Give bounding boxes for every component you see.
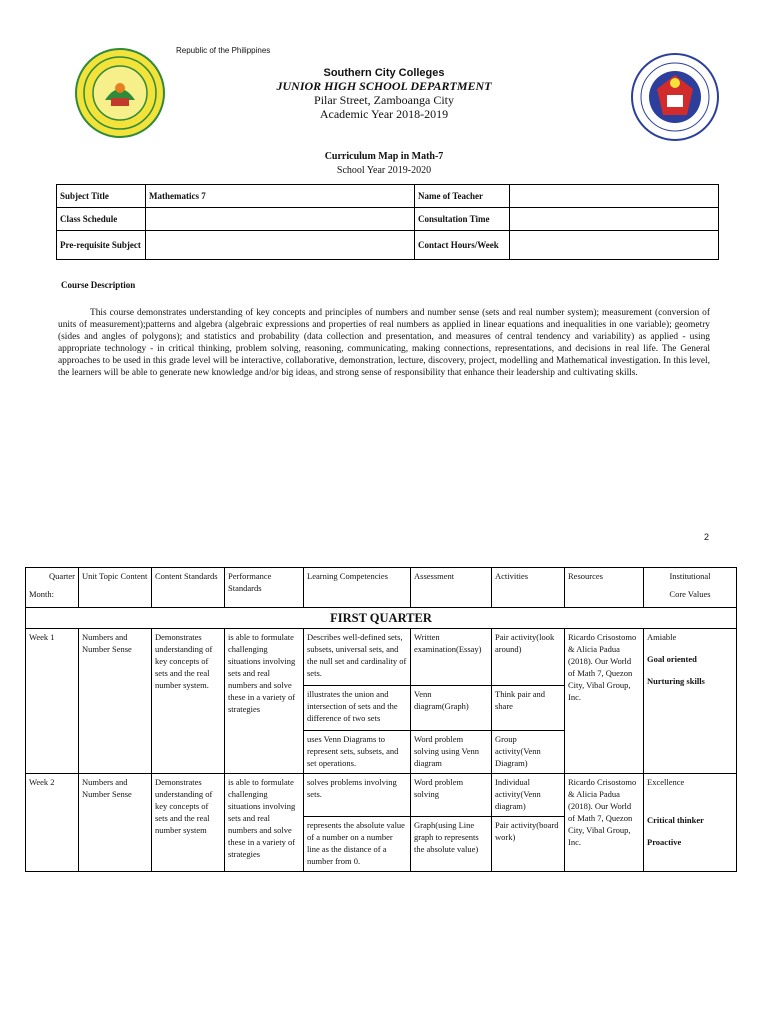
competency-cell: solves problems involving sets. xyxy=(304,774,411,817)
header-institutional-label: Institutional xyxy=(669,571,711,581)
week-cell: Week 2 xyxy=(26,774,79,872)
core-value: Proactive xyxy=(647,837,682,847)
consultation-value xyxy=(510,208,719,231)
assessment-cell: Graph(using Line graph to represents the absolute value) xyxy=(411,817,492,872)
header-core-values: Core Values xyxy=(669,589,711,599)
competency-cell: illustrates the union and intersection of sets and the difference of two sets xyxy=(304,686,411,731)
unit-cell: Numbers and Number Sense xyxy=(79,629,152,774)
assessment-cell: Word problem solving using Venn diagram xyxy=(411,731,492,774)
course-description-text: This course demonstrates understanding of key concepts and principles of numbers and number sense (sets and real number system); measurement (conversion of units of measurement);patterns and algebra (algebraic expressions and properties of real numbers as applied in linear equations and inequalities in one variable); geometry (sides and angles of polygons); and statistics and probability (data collection and presentation, and measures of central tendency and variability) as applied - using appropriate technology - in critical thinking, problem solving, reasoning, communicating, making connections, representations, and decisions in real life. The General approaches to be used in this grade level will be interactive, collaborative, demonstration, lecture, discovery, project, modelling and Mathematical investigation. In this level, the learners will be able to generate new knowledge and/or big ideas, and strong sense of responsibility that enhance their leadership and cultivating skills. xyxy=(58,308,710,378)
activity-cell: Pair activity(board work) xyxy=(492,817,565,872)
school-address: Pilar Street, Zamboanga City xyxy=(314,93,454,107)
department-name: JUNIOR HIGH SCHOOL DEPARTMENT xyxy=(276,79,492,93)
resources-cell: Ricardo Crisostomo & Alicia Padua (2018). Our World of Math 7, Quezon City, Vibal Group, Inc. xyxy=(565,774,644,872)
header-quarter: Quarter xyxy=(49,571,75,581)
course-description-title: Course Description xyxy=(61,280,136,290)
core-values-cell xyxy=(644,774,737,872)
assessment-cell: Written examination(Essay) xyxy=(411,629,492,686)
subject-title-label: Subject Title xyxy=(57,185,146,208)
prereq-label: Pre-requisite Subject xyxy=(57,231,146,260)
republic-label: Republic of the Philippines xyxy=(176,46,271,55)
header-competencies: Learning Competencies xyxy=(304,568,411,608)
page-number: 2 xyxy=(704,532,710,542)
performance-standard-cell: is able to formulate challenging situations involving sets and real numbers and solve these in a variety of strategies xyxy=(225,629,304,774)
core-value: Excellence xyxy=(647,777,685,787)
activity-cell: Individual activity(Venn diagram) xyxy=(492,774,565,817)
class-schedule-label: Class Schedule xyxy=(57,208,146,231)
header-unit: Unit Topic Content xyxy=(79,568,152,608)
activity-cell: Group activity(Venn Diagram) xyxy=(492,731,565,774)
competency-cell: uses Venn Diagrams to represent sets, subsets, and set operations. xyxy=(304,731,411,774)
school-year: School Year 2019-2020 xyxy=(336,165,432,176)
core-values-cell xyxy=(644,629,737,774)
header-content: Content Standards xyxy=(152,568,225,608)
class-schedule-value xyxy=(146,208,415,231)
performance-standard-cell: is able to formulate challenging situations involving sets and real numbers and solve these in a variety of strategies xyxy=(225,774,304,872)
content-standard-cell: Demonstrates understanding of key concepts of sets and the real number system xyxy=(152,774,225,872)
school-name: Southern City Colleges xyxy=(323,67,445,79)
assessment-cell: Word problem solving xyxy=(411,774,492,817)
header-activities: Activities xyxy=(492,568,565,608)
resources-cell: Ricardo Crisostomo & Alicia Padua (2018). Our World of Math 7, Quezon City, Vibal Group, Inc. xyxy=(565,629,644,774)
teacher-label: Name of Teacher xyxy=(415,185,510,208)
activity-cell: Think pair and share xyxy=(492,686,565,731)
core-value: Amiable xyxy=(647,632,677,642)
core-value: Critical thinker xyxy=(647,815,704,825)
subject-title-value: Mathematics 7 xyxy=(146,185,415,208)
subject-info-table xyxy=(56,184,719,260)
header-month: Month: xyxy=(29,589,55,599)
assessment-cell: Venn diagram(Graph) xyxy=(411,686,492,731)
table-row xyxy=(26,774,737,817)
curriculum-map-table xyxy=(25,567,737,872)
contact-hours-label: Contact Hours/Week xyxy=(415,231,510,260)
activity-cell: Pair activity(look around) xyxy=(492,629,565,686)
week-cell: Week 1 xyxy=(26,629,79,774)
quarter-title: FIRST QUARTER xyxy=(26,608,737,629)
content-standard-cell: Demonstrates understanding of key concepts of sets and the real number system. xyxy=(152,629,225,774)
table-row xyxy=(26,629,737,686)
consultation-label: Consultation Time xyxy=(415,208,510,231)
header-resources: Resources xyxy=(565,568,644,608)
header-performance: Performance Standards xyxy=(225,568,304,608)
unit-cell: Numbers and Number Sense xyxy=(79,774,152,872)
header-institutional xyxy=(644,568,737,608)
prereq-value xyxy=(146,231,415,260)
core-value: Goal oriented xyxy=(647,654,697,664)
teacher-value xyxy=(510,185,719,208)
competency-cell: Describes well-defined sets, subsets, universal sets, and the null set and cardinality of sets. xyxy=(304,629,411,686)
academic-year: Academic Year 2018-2019 xyxy=(319,107,449,121)
core-value: Nurturing skills xyxy=(647,676,705,686)
contact-hours-value xyxy=(510,231,719,260)
competency-cell: represents the absolute value of a number on a number line as the distance of a number from 0. xyxy=(304,817,411,872)
document-title: Curriculum Map in Math-7 xyxy=(324,151,444,162)
header-quarter-month xyxy=(26,568,79,608)
header-assessment: Assessment xyxy=(411,568,492,608)
